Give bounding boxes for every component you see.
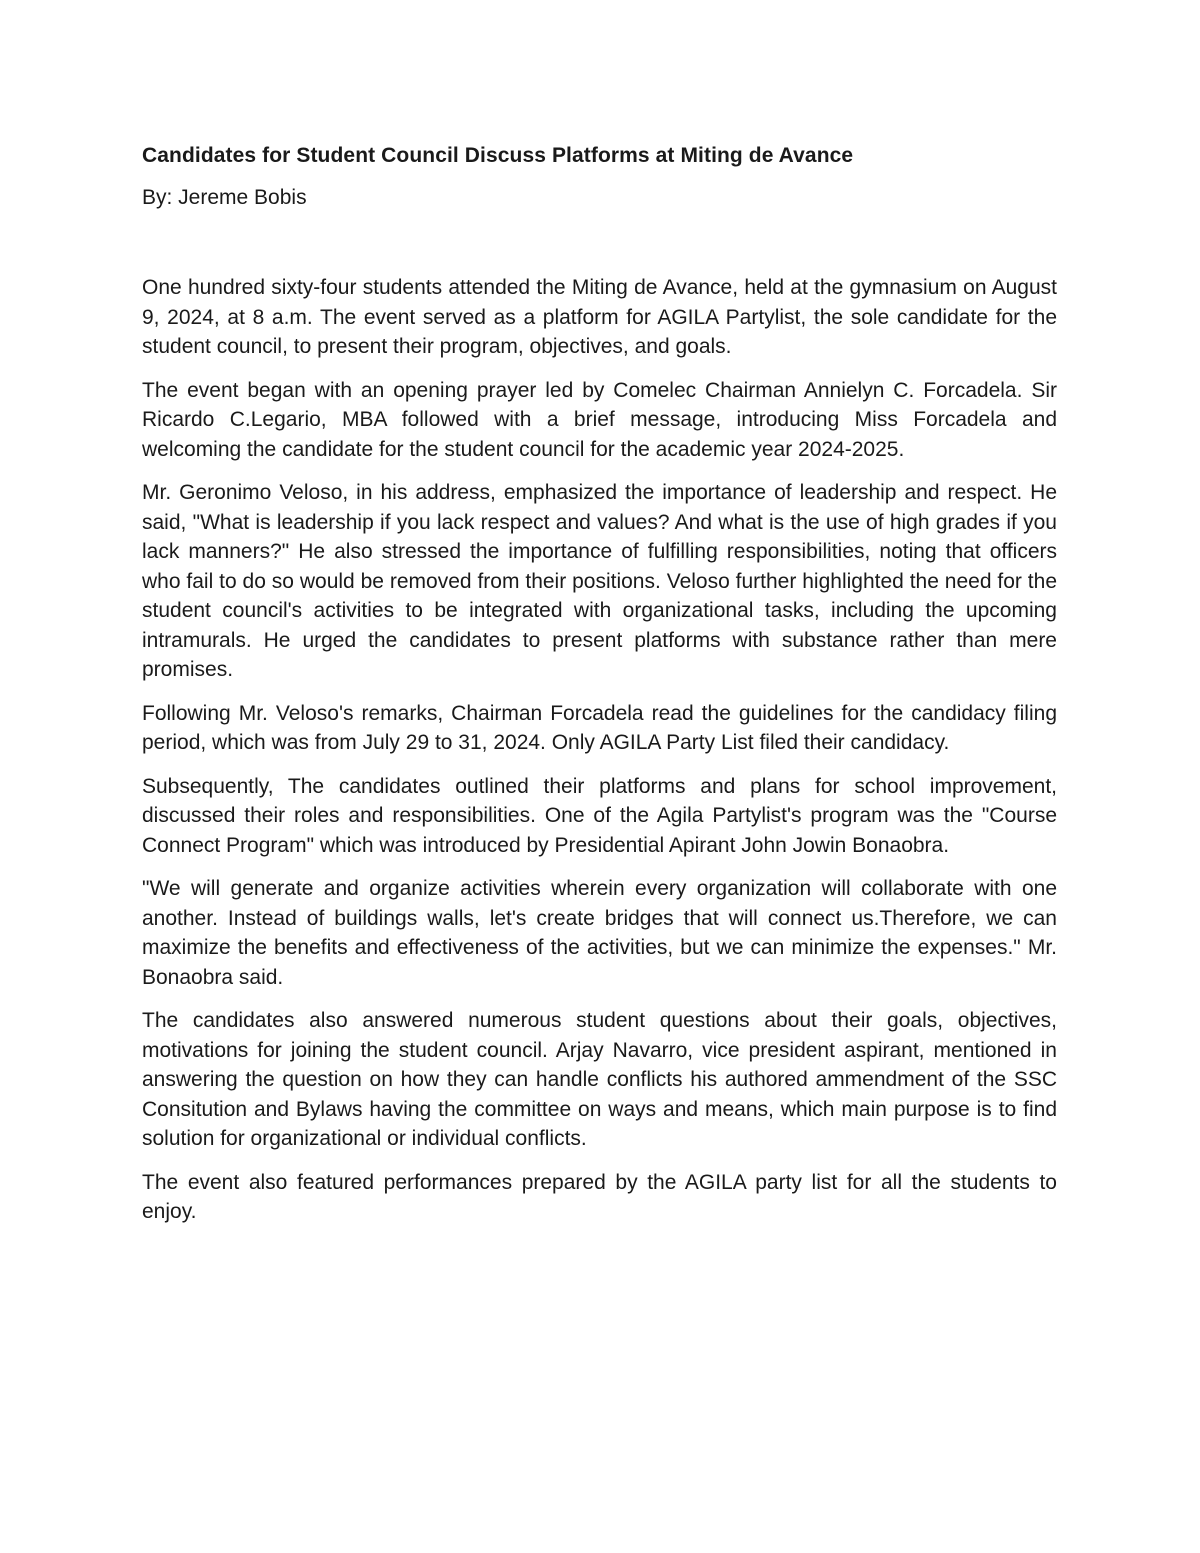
article-paragraph: The event began with an opening prayer led by Comelec Chairman Annielyn C. Forcadela. Sir Ricardo C.Legario, MBA followed with a brief message, introducing Miss Forcadela and welcoming the candidate for the student council for the academic year 2024-2025. xyxy=(142,378,1057,461)
article-paragraph: Mr. Geronimo Veloso, in his address, emphasized the importance of leadership and respect. He said, "What is leadership if you lack respect and values? And what is the use of high grades if you lack manners?" He also stressed the importance of fulfilling responsibilities, noting that officers who fail to do so would be removed from their positions. Veloso further highlighted the need for the student council's activities to be integrated with organizational tasks, including the upcoming intramurals. He urged the candidates to present platforms with substance rather than mere promises. xyxy=(142,481,1057,681)
article-byline: By: Jereme Bobis xyxy=(142,186,307,209)
article xyxy=(142,138,1057,1241)
article-paragraph: "We will generate and organize activities wherein every organization will collaborate with one another. Instead of buildings walls, let's create bridges that will connect us.Therefore, we can maximize the benefits and effectiveness of the activities, but we can minimize the expenses." Mr. Bonaobra said. xyxy=(142,877,1057,989)
article-paragraph: Subsequently, The candidates outlined their platforms and plans for school improvement, discussed their roles and responsibilities. One of the Agila Partylist's program was the "Course Connect Program" which was introduced by Presidential Apirant John Jowin Bonaobra. xyxy=(142,774,1057,857)
article-title: Candidates for Student Council Discuss Platforms at Miting de Avance xyxy=(142,144,854,167)
article-body xyxy=(142,273,1057,1227)
article-paragraph: The candidates also answered numerous student questions about their goals, objectives, motivations for joining the student council. Arjay Navarro, vice president aspirant, mentioned in answering the question on how they can handle conflicts his authored ammendment of the SSC Consitution and Bylaws having the committee on ways and means, which main purpose is to find solution for organizational or individual conflicts. xyxy=(142,1009,1057,1150)
article-paragraph: One hundred sixty-four students attended the Miting de Avance, held at the gymnasium on August 9, 2024, at 8 a.m. The event served as a platform for AGILA Partylist, the sole candidate for the student council, to present their program, objectives, and goals. xyxy=(142,276,1057,358)
article-paragraph: The event also featured performances prepared by the AGILA party list for all the students to enjoy. xyxy=(142,1170,1057,1223)
article-paragraph: Following Mr. Veloso's remarks, Chairman Forcadela read the guidelines for the candidacy filing period, which was from July 29 to 31, 2024. Only AGILA Party List filed their candidacy. xyxy=(142,701,1057,754)
